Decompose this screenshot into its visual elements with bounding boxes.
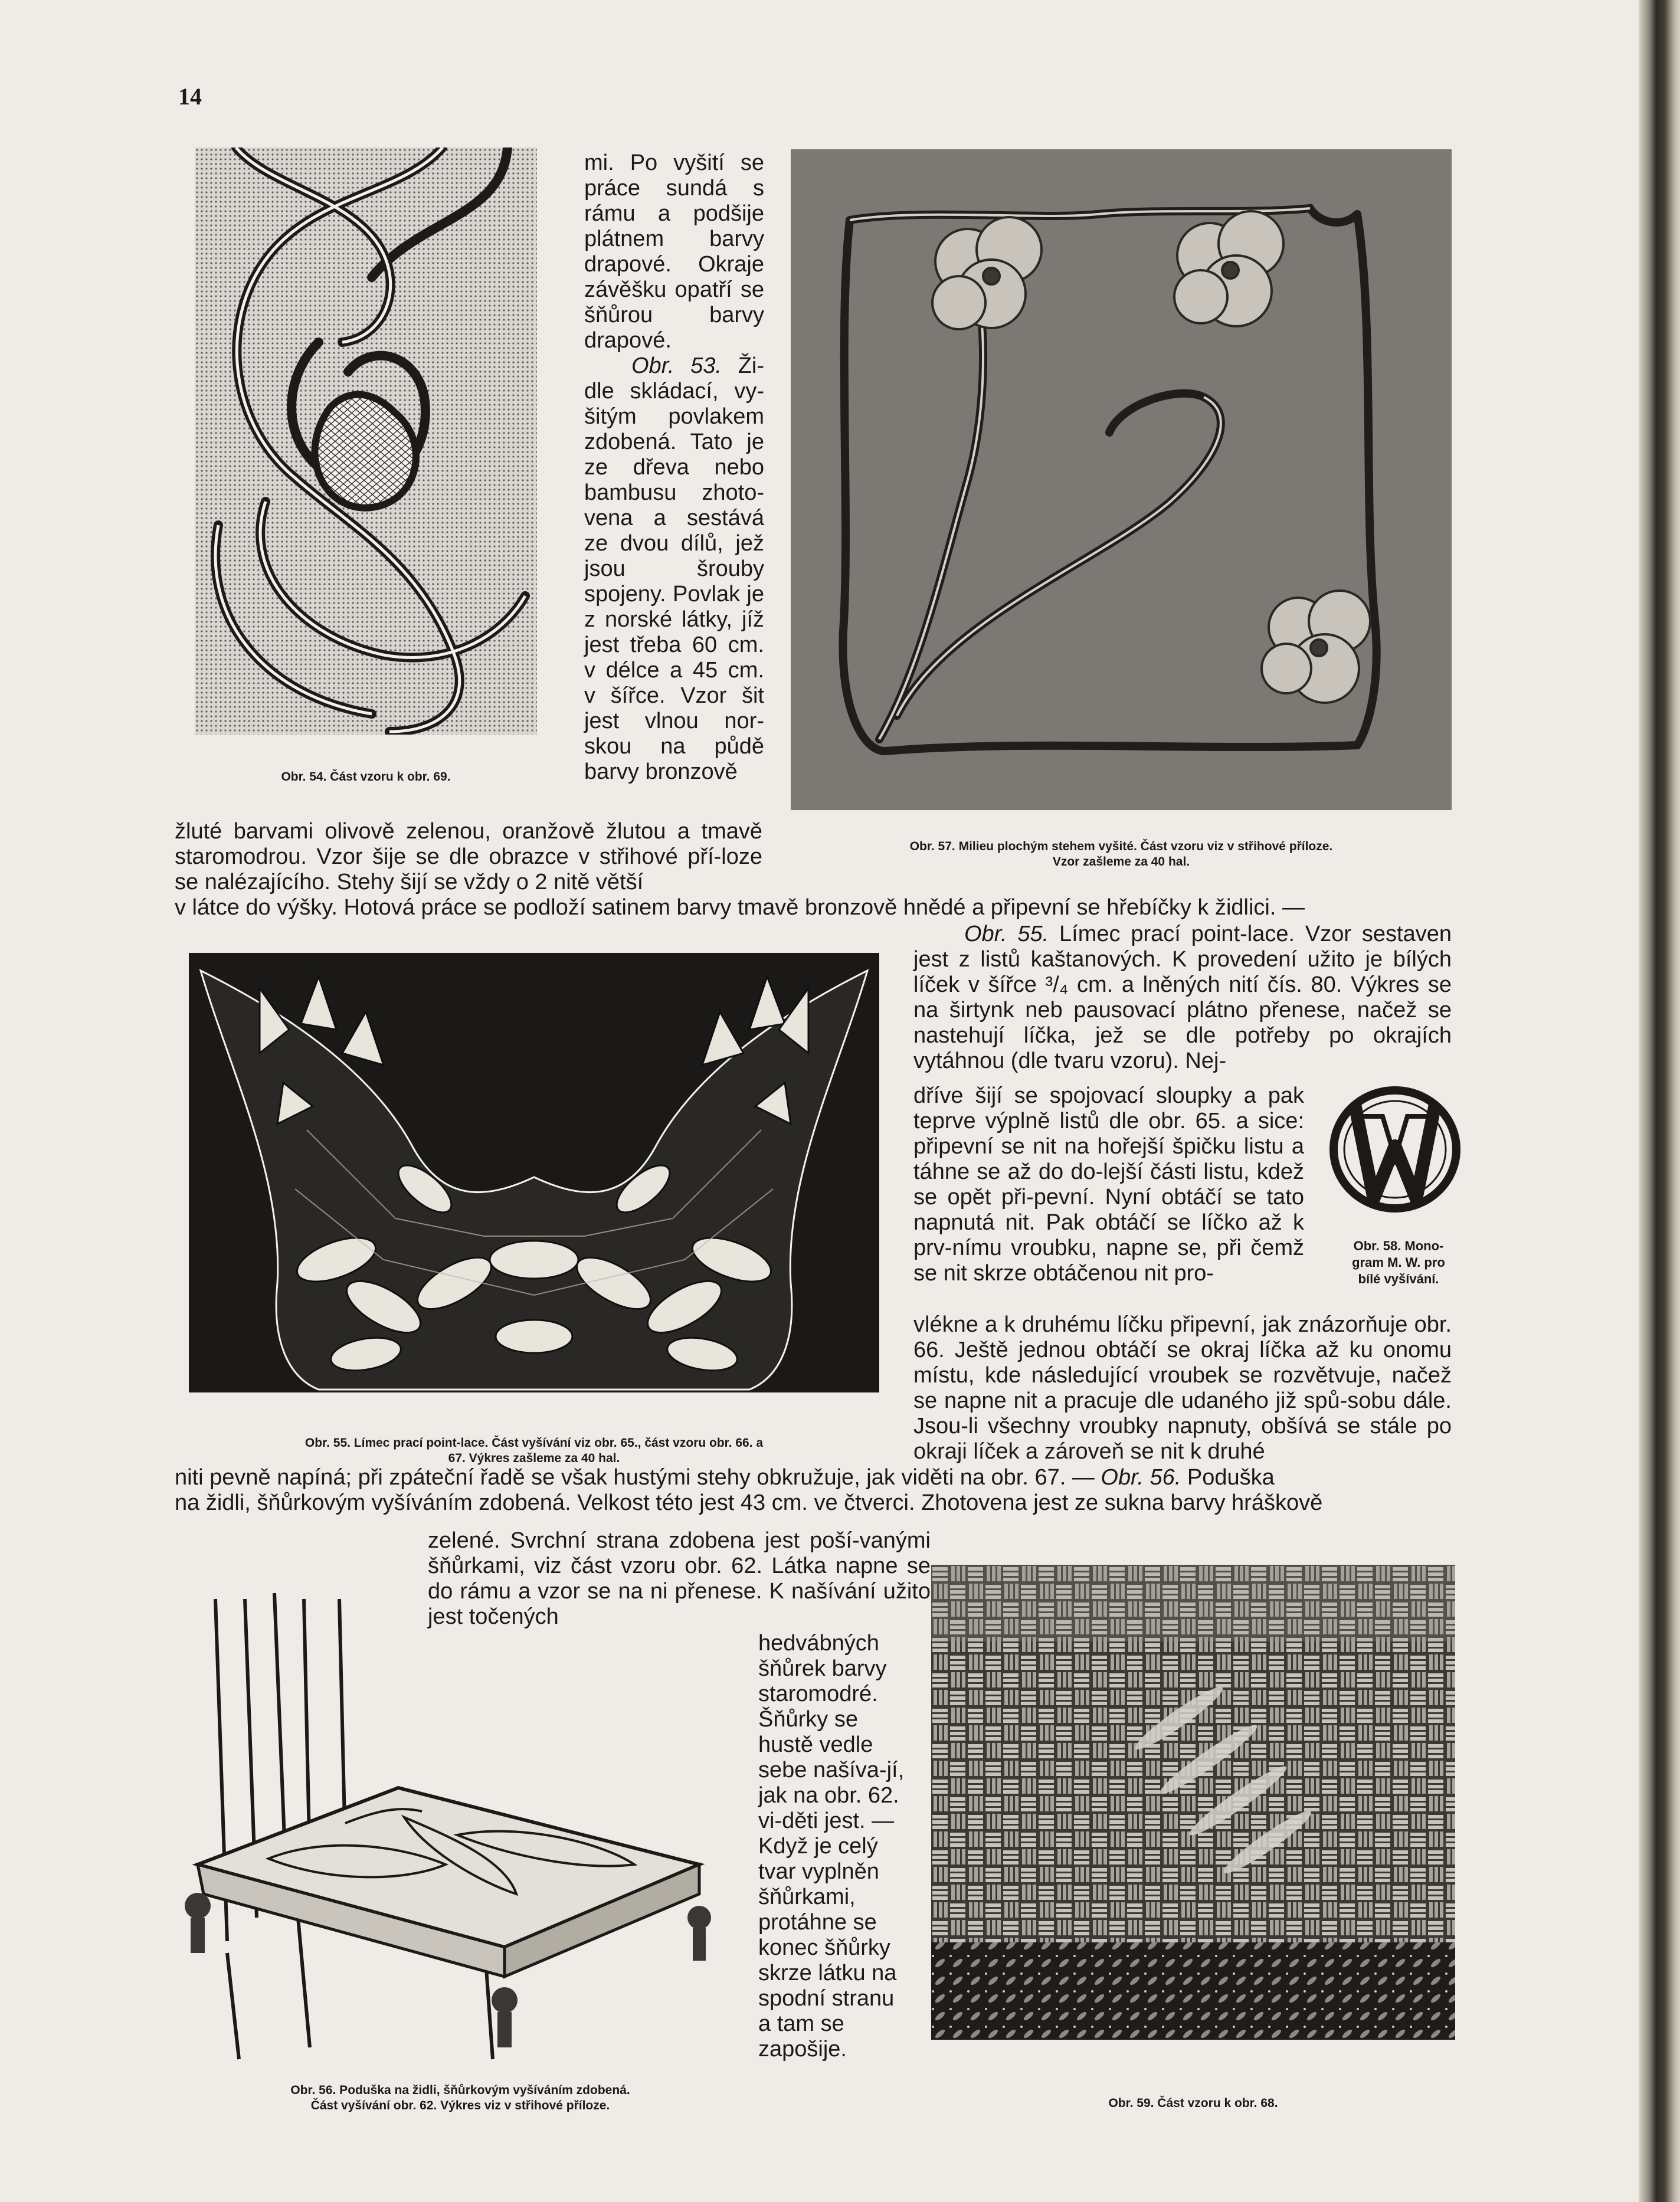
paragraph-10: zelené. Svrchní strana zdobena jest poší-vanými šňůrkami, viz část vzoru obr. 62. Látka napne se do rámu a vzor se na ni přenese. K našívání užito jest točených: [428, 1528, 931, 1629]
text-column-right-a: [913, 922, 1452, 1074]
caption-figure-57: [791, 839, 1452, 870]
figure-59-weave: [931, 1565, 1455, 2040]
text-column-top-middle: [584, 150, 764, 785]
paragraph-11: hedvábných šňůrek barvy staromodré. Šňůrky se hustě vedle sebe našíva-jí, jak na obr. 62. vi-děti jest. — Když je celý tvar vyplněn šňůrkami, protáhne se konec šňůrky skrze látku na spodní stranu a tam se zapošije.: [758, 1631, 905, 2062]
paragraph-9: na židli, šňůrkovým vyšíváním zdobená. Velkost této jest 43 cm. ve čtverci. Zhotovena jest ze sukna barvy hráškově: [175, 1490, 1323, 1515]
caption-figure-54: Obr. 54. Část vzoru k obr. 69.: [281, 770, 451, 784]
figure-ref-53: Obr. 53.: [631, 353, 722, 378]
paragraph-7: vlékne a k druhému líčku připevní, jak znázorňuje obr. 66. Ještě jednou obtáčí se okraj líčka až ku onomu místu, kde následující vroubek se rozvětvuje, načež se napne nit a pracuje dle udaného již spů-sobu dále. Jsou-li všechny vroubky napnuty, obšívá se stále po okraji líček a zároveň se nit k druhé: [913, 1312, 1452, 1464]
figure-54-pattern: [195, 148, 537, 735]
figure-ref-56: Obr. 56.: [1101, 1465, 1181, 1490]
figure-56-cushion: [150, 1587, 720, 2065]
caption-figure-58-line2: gram M. W. pro: [1352, 1255, 1445, 1270]
caption-figure-57-line2: Vzor zašleme za 40 hal.: [1052, 855, 1190, 869]
caption-figure-55: [189, 1436, 879, 1466]
figure-57-milieu: [791, 149, 1452, 810]
book-binding-edge: [1639, 0, 1680, 2202]
caption-figure-59: Obr. 59. Část vzoru k obr. 68.: [1108, 2096, 1278, 2110]
paragraph-1: mi. Po vyšití se práce sundá s rámu a podšije plátnem barvy drapové. Okraje závěšku opatří se šňůrou barvy drapové.: [584, 150, 764, 353]
paragraph-2: Ži-dle skládací, vy-šitým povlakem zdobená. Tato je ze dřeva nebo bambusu zhoto-vena a sestává ze dvou dílů, jež jsou šrouby spojeny. Povlak je z norské látky, jíž jest třeba 60 cm. v délce a 45 cm. v šířce. Vzor šit jest vlnou nor-skou na půdě barvy bronzově: [584, 353, 764, 784]
caption-figure-56-line1: Obr. 56. Poduška na židli, šňůrkovým vyšíváním zdobená.: [290, 2083, 630, 2097]
page-number: 14: [178, 83, 202, 110]
caption-figure-55-line2: 67. Výkres zašleme za 40 hal.: [448, 1451, 620, 1465]
paragraph-8: niti pevně napíná; při zpáteční řadě se však hustými stehy obkružuje, jak viděti na obr. 67. —: [175, 1465, 1095, 1490]
text-full-line-8: [175, 1465, 1452, 1490]
caption-figure-55-line1: Obr. 55. Límec prací point-lace. Část vyšívání viz obr. 65., část vzoru obr. 66. a: [304, 1436, 764, 1450]
paragraph-5: Límec prací point-lace. Vzor sestaven jest z listů kaštanových. K provedení užito je bílých líček v šířce ³/₄ cm. a lněných nití čís. 80. Výkres se na širtynk neb pausovací plátno přenese, načež se nastehují líčka, jež se dle potřeby po okrajích vytáhnou (dle tvaru vzoru). Nej-: [913, 922, 1452, 1073]
paragraph-6: dříve šijí se spojovací sloupky a pak teprve výplně listů dle obr. 65. a sice: připevní se nit na hořejší špičku listu a táhne se až do do-lejší části listu, kdež se opět při-pevní. Nyní obtáčí se tato napnutá nit. Pak obtáčí se líčko až k prv-nímu vroubku, napne se, při čemž se nit skrze obtáčenou nit pro-: [913, 1083, 1304, 1286]
paragraph-3: žluté barvami olivově zelenou, oranžově žlutou a tmavě staromodrou. Vzor šije se dle obrazce v střihové pří-loze se nalézajícího. Stehy šijí se vždy o 2 nitě větší: [175, 819, 762, 894]
figure-58-monogram: [1327, 1081, 1463, 1218]
caption-figure-58-line1: Obr. 58. Mono-: [1353, 1238, 1444, 1253]
paragraph-8-end: Poduška: [1187, 1465, 1275, 1490]
caption-figure-57-line1: Obr. 57. Milieu plochým stehem vyšité. Část vzoru viz v střihové příloze.: [909, 840, 1333, 853]
caption-figure-58-line3: bílé vyšívání.: [1358, 1272, 1439, 1286]
caption-figure-58: [1322, 1238, 1475, 1287]
figure-ref-55: Obr. 55.: [964, 922, 1049, 946]
paragraph-4: v látce do výšky. Hotová práce se podloží satinem barvy tmavě bronzově hnědé a připevní se hřebíčky k židlici. —: [175, 895, 1305, 920]
figure-55-collar: [189, 953, 879, 1392]
caption-figure-56-line2: Část vyšívání obr. 62. Výkres viz v střihové příloze.: [310, 2099, 610, 2112]
caption-figure-56: [201, 2083, 720, 2113]
